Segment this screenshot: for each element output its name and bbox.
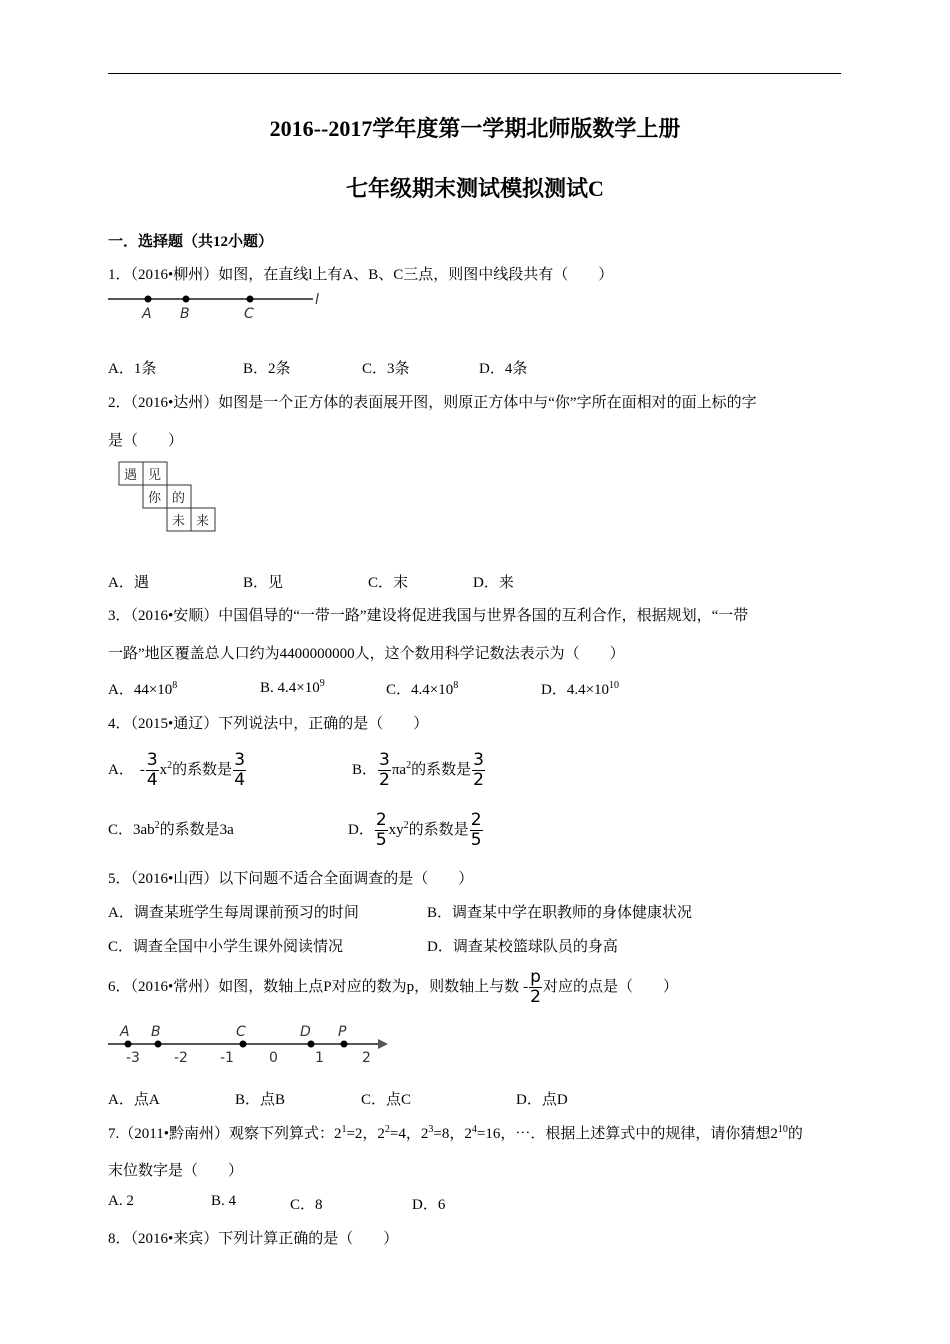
q6-point-c: C — [236, 1024, 246, 1040]
q6-point-b: B — [151, 1024, 161, 1040]
q1-label-l: l — [315, 292, 319, 308]
q7-option-a: A. 2 — [108, 1193, 134, 1209]
q8-stem: 8．（2016•来宾）下列计算正确的是（ ） — [108, 1231, 399, 1247]
q7-option-b: B. 4 — [211, 1193, 237, 1209]
q1-option-a: A．1条 — [108, 361, 157, 377]
q2-stem-line2: 是（ ） — [108, 433, 184, 449]
q2-stem-line1: 2．（2016•达州）如图是一个正方体的表面展开图，则原正方体中与“你”字所在面相对的面上标的字 — [108, 395, 757, 411]
q1-option-d: D．4条 — [479, 361, 528, 377]
q6-point-d: D — [300, 1024, 311, 1040]
q1-option-b: B．2条 — [243, 361, 291, 377]
q6-point-a: A — [120, 1024, 130, 1040]
q6-tick-4: 0 — [269, 1050, 278, 1066]
q6-option-b: B．点B — [235, 1092, 286, 1108]
q5-option-d: D．调查某校篮球队员的身高 — [427, 939, 618, 955]
q7-option-c: C．8 — [290, 1197, 323, 1213]
q6-tick-6: 2 — [362, 1050, 371, 1066]
q6-tick-1: -3 — [126, 1050, 140, 1066]
q6-tick-5: 1 — [315, 1050, 324, 1066]
q3-option-d: D．$4.4\times 10^{10}$ — [541, 680, 620, 698]
q1-line-figure — [108, 290, 328, 324]
q2-cell-5: 未 — [172, 514, 186, 529]
q4-option-a: A． - $\frac{3}{4}$ $x^2$的系数是 $\frac{3}{4}$ — [108, 750, 246, 791]
title-line-2: 七年级期末测试模拟测试C — [346, 176, 604, 201]
q6-number-line — [108, 1020, 393, 1068]
q6-option-c: C．点C — [361, 1092, 412, 1108]
q3-stem-line1: 3．（2016•安顺）中国倡导的“一带一路”建设将促进我国与世界各国的互利合作，根据规划，“一带 — [108, 608, 749, 624]
q4-option-b: B． $\frac{3}{2}$ $\pi a^2$的系数是 $\frac{3}{2}$ — [352, 750, 484, 791]
q6-stem: 6．（2016•常州）如图，数轴上点P对应的数为p，则数轴上与数 - $\frac{p}{2}$ 对应的点是（ ） — [108, 967, 678, 1008]
q1-stem: 1．（2016•柳州）如图，在直线l上有A、B、C三点，则图中线段共有（ ） — [108, 267, 614, 283]
q2-cube-net — [116, 460, 221, 535]
q6-tick-3: -1 — [220, 1050, 234, 1066]
q6-option-a: A．点A — [108, 1092, 160, 1108]
q2-option-c: C．末 — [368, 575, 409, 591]
q4-stem: 4．（2015•通辽）下列说法中，正确的是（ ） — [108, 716, 429, 732]
q4-option-d: D． $\frac{2}{5}$ $xy^2$的系数是 $\frac{2}{5}$ — [348, 810, 482, 851]
q2-cell-3: 你 — [148, 491, 162, 506]
q1-label-a: A — [142, 306, 152, 322]
q7-stem-line2: 末位数字是（ ） — [108, 1163, 244, 1179]
q7-stem-line1: 7.（2011•黔南州）观察下列算式：$2^1=2$，$2^2=4$，$2^3=8$，$2^4=16$，⋯．根据上述算式中的规律，请你猜想$2^{10}$的 — [108, 1124, 803, 1142]
q3-option-a: A．$44\times 10^8$ — [108, 680, 178, 698]
title-line-1: 2016--2017学年度第一学期北师版数学上册 — [269, 116, 681, 141]
q1-option-c: C．3条 — [362, 361, 410, 377]
q1-label-c: C — [244, 306, 254, 322]
q3-option-c: C．$4.4\times 10^8$ — [386, 680, 459, 698]
q2-option-b: B．见 — [243, 575, 284, 591]
q7-option-d: D．6 — [412, 1197, 446, 1213]
q5-option-c: C．调查全国中小学生课外阅读情况 — [108, 939, 344, 955]
q2-option-a: A．遇 — [108, 575, 149, 591]
q6-point-p: P — [338, 1024, 347, 1040]
q2-cell-6: 来 — [196, 514, 210, 529]
q5-stem: 5．（2016•山西）以下问题不适合全面调查的是（ ） — [108, 871, 474, 887]
q3-stem-line2: 一路”地区覆盖总人口约为4400000000人，这个数用科学记数法表示为（ ） — [108, 646, 625, 662]
section-heading: 一．选择题（共12小题） — [108, 234, 274, 250]
q5-option-a: A．调查某班学生每周课前预习的时间 — [108, 905, 359, 921]
header-rule — [108, 73, 841, 74]
q2-cell-4: 的 — [172, 491, 186, 506]
q2-cell-1: 遇 — [124, 468, 138, 483]
q6-option-d: D．点D — [516, 1092, 568, 1108]
q1-label-b: B — [180, 306, 190, 322]
q2-cell-2: 见 — [148, 468, 162, 483]
q2-option-d: D．来 — [473, 575, 514, 591]
q6-tick-2: -2 — [174, 1050, 188, 1066]
q3-option-b: B. $4.4\times 10^9$ — [260, 678, 325, 696]
q4-option-c: C．$3ab^2$的系数是3a — [108, 820, 234, 838]
q5-option-b: B．调查某中学在职教师的身体健康状况 — [427, 905, 693, 921]
